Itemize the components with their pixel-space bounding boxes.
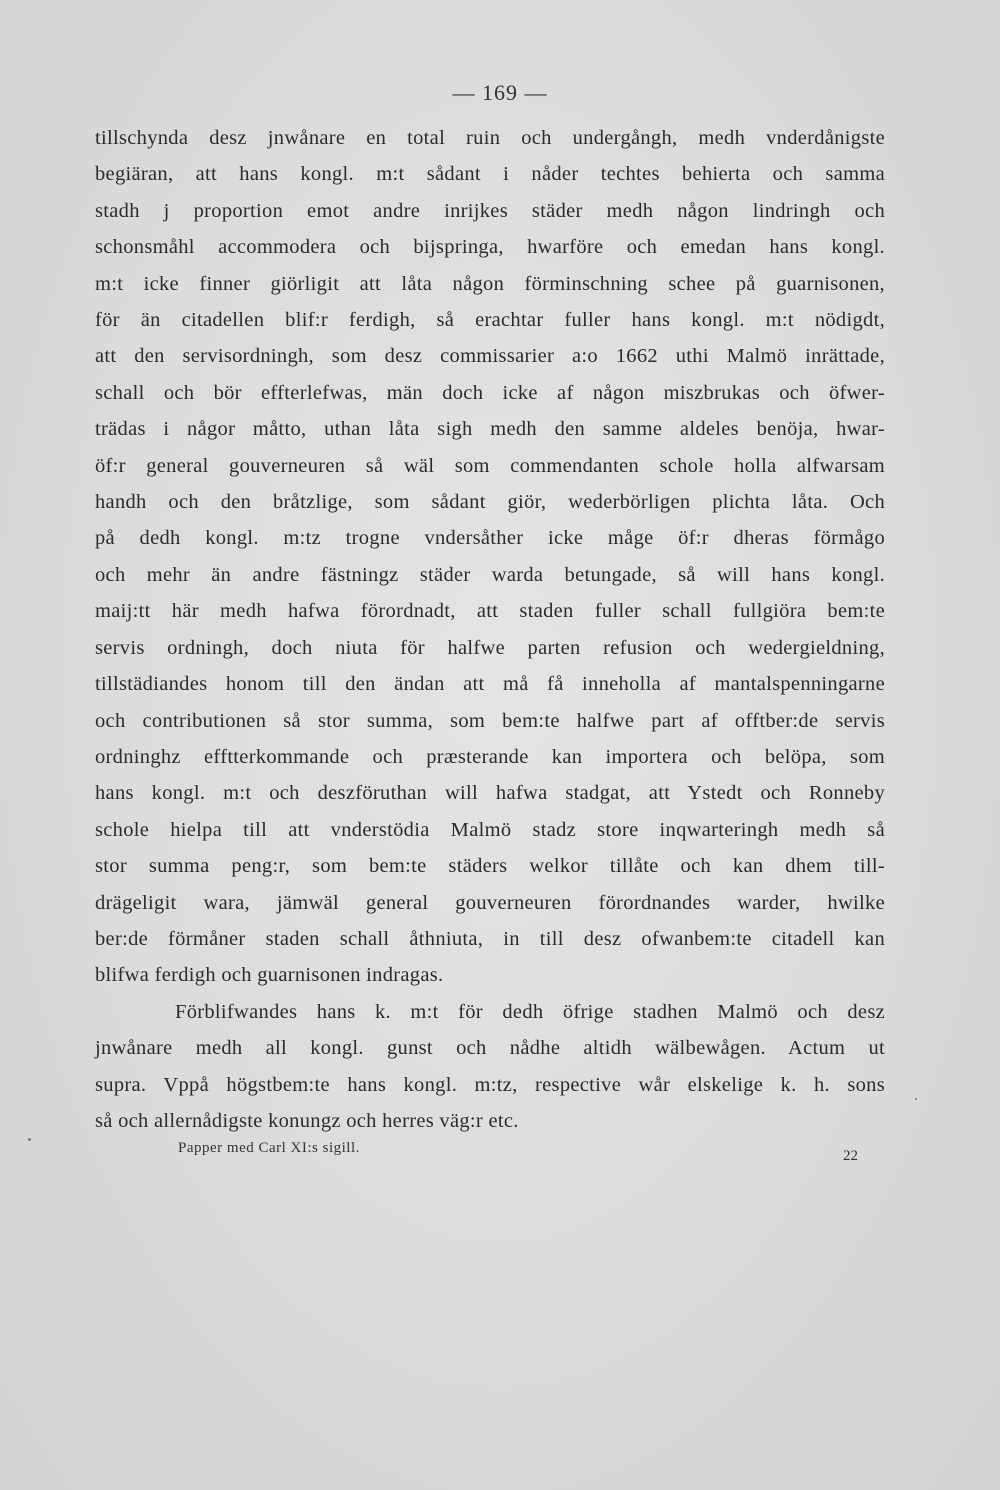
text-line: supra. Vppå högstbem:te hans kongl. m:tz, respective wår elskelige k. h. sons: [95, 1073, 885, 1096]
paper-speck: [28, 1138, 31, 1141]
page-number: — 169 —: [452, 80, 548, 105]
text-line: schole hielpa till att vnderstödia Malmö stadz store inqwarteringh medh så: [95, 818, 885, 841]
body-text: [95, 120, 885, 1139]
signature-mark: 22: [843, 1148, 858, 1164]
text-line: att den servisordningh, som desz commissarier a:o 1662 uthi Malmö inrättade,: [95, 345, 885, 368]
text-line: tillstädiandes honom till den ändan att må få inneholla af mantalspenningarne: [95, 673, 885, 696]
text-line: för än citadellen blif:r ferdigh, så erachtar fuller hans kongl. m:t nödigdt,: [95, 309, 885, 332]
text-line: och contributionen så stor summa, som bem:te halfwe part af offtber:de servis: [95, 709, 885, 732]
text-line: jnwånare medh all kongl. gunst och nådhe altidh wälbewågen. Actum ut: [95, 1037, 885, 1060]
text-line: servis ordningh, doch niuta för halfwe parten refusion och wedergieldning,: [95, 636, 885, 659]
text-line: trädas i någor måtto, uthan låta sigh medh den samme aldeles benöja, hwar-: [95, 418, 885, 441]
text-line: stor summa peng:r, som bem:te städers welkor tillåte och kan dhem till-: [95, 855, 885, 878]
footnote: Papper med Carl XI:s sigill.: [178, 1140, 360, 1156]
text-line: på dedh kongl. m:tz trogne vndersåther icke måge öf:r dheras förmågo: [95, 527, 885, 550]
text-line: Förblifwandes hans k. m:t för dedh öfrige stadhen Malmö och desz: [175, 1000, 885, 1023]
text-line: ber:de förmåner staden schall åthniuta, in till desz ofwanbem:te citadell kan: [95, 927, 885, 950]
text-line: stadh j proportion emot andre inrijkes städer medh någon lindringh och: [95, 199, 885, 222]
paper-speck: [915, 1098, 917, 1100]
text-line: och mehr än andre fästningz städer warda betungade, så will hans kongl.: [95, 563, 885, 586]
text-line: hans kongl. m:t och deszföruthan will hafwa stadgat, att Ystedt och Ronneby: [95, 782, 885, 805]
text-line: maij:tt här medh hafwa förordnadt, att staden fuller schall fullgiöra bem:te: [95, 600, 885, 623]
text-line: handh och den bråtzlige, som sådant giör, wederbörligen plichta låta. Och: [95, 491, 885, 514]
text-line: öf:r general gouverneuren så wäl som commendanten schole holla alfwarsam: [95, 454, 885, 477]
text-line: begiäran, att hans kongl. m:t sådant i nåder techtes behierta och samma: [95, 163, 885, 186]
text-line: så och allernådigste konungz och herres väg:r etc.: [95, 1109, 519, 1132]
text-line: ordninghz efftterkommande och præsterande kan importera och belöpa, som: [95, 745, 885, 768]
text-line: blifwa ferdigh och guarnisonen indragas.: [95, 964, 444, 987]
text-line: tillschynda desz jnwånare en total ruin och undergångh, medh vnderdånigste: [95, 127, 885, 149]
text-line: schall och bör effterlefwas, män doch icke af någon miszbrukas och öfwer-: [95, 381, 885, 404]
text-line: drägeligit wara, jämwäl general gouverneuren förordnandes warder, hwilke: [95, 891, 885, 914]
text-line: schonsmåhl accommodera och bijspringa, hwarföre och emedan hans kongl.: [95, 236, 885, 259]
text-line: m:t icke finner giörligit att låta någon förminschning schee på guarnisonen,: [95, 272, 885, 295]
